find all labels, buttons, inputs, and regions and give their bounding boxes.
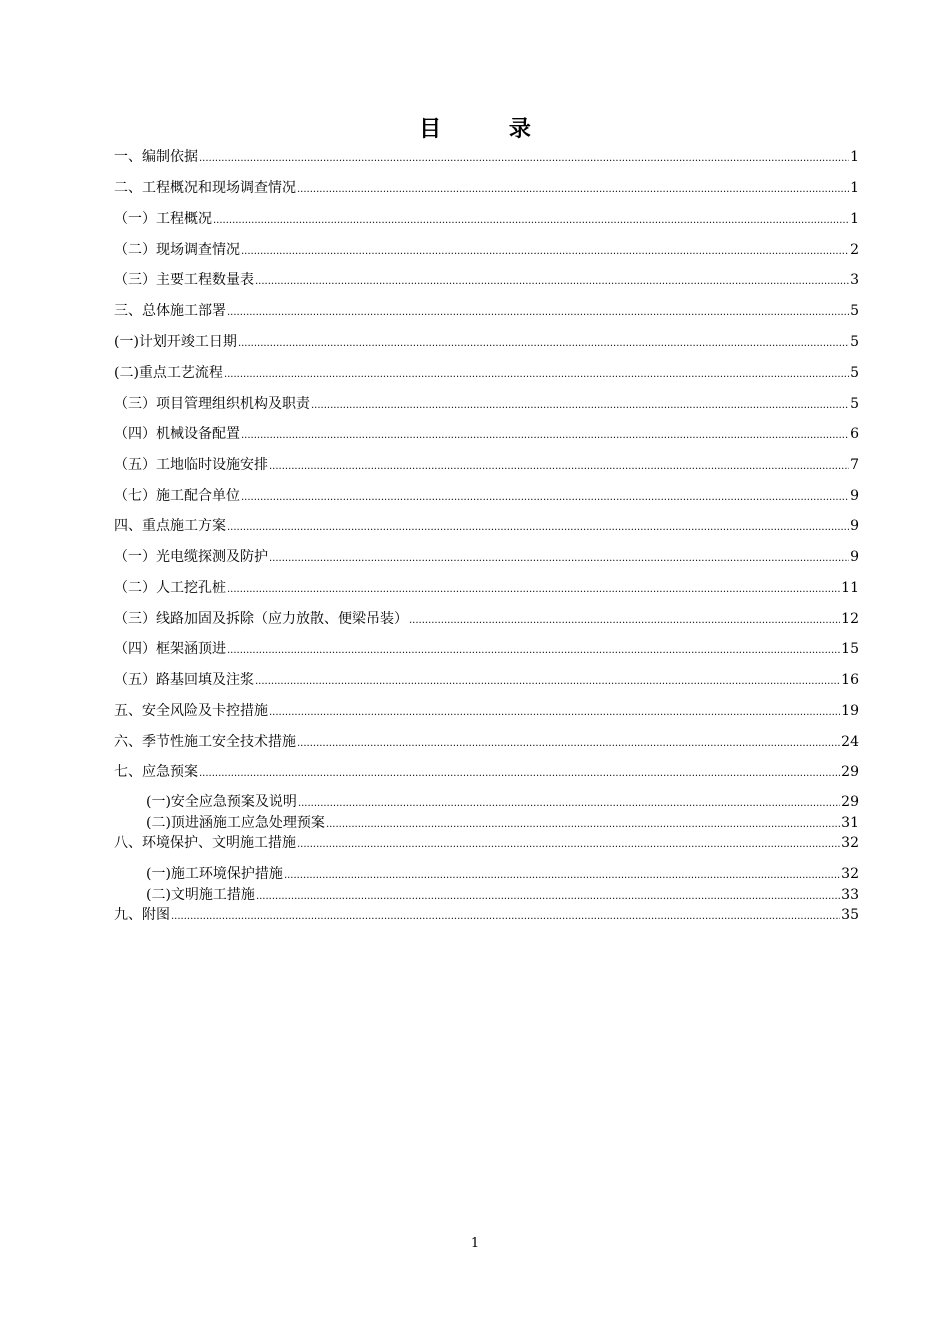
toc-entry[interactable] [114, 210, 859, 230]
toc-entry-label: 五、安全风险及卡控措施 [114, 703, 268, 719]
toc-entry-label: （二）现场调查情况 [114, 242, 240, 258]
toc-dot-leader [199, 150, 849, 168]
toc-dot-leader [171, 908, 840, 926]
toc-dot-leader [298, 795, 840, 813]
toc-dot-leader [213, 212, 849, 230]
page-number: 1 [470, 1236, 480, 1251]
toc-entry[interactable] [114, 906, 859, 926]
toc-entry-label: 二、工程概况和现场调查情况 [114, 180, 296, 196]
toc-entry-page: 11 [841, 580, 859, 596]
toc-entry-label: （二）人工挖孔桩 [114, 580, 226, 596]
toc-entry[interactable] [114, 302, 859, 322]
toc-entry-label: 七、应急预案 [114, 764, 198, 780]
toc-entry-label: 三、总体施工部署 [114, 303, 226, 319]
toc-entry[interactable] [114, 671, 859, 691]
toc-entry[interactable] [114, 425, 859, 445]
toc-entry[interactable] [114, 733, 859, 753]
toc-entry-page: 12 [841, 611, 859, 627]
toc-dot-leader [255, 273, 849, 291]
toc-entry[interactable] [114, 271, 859, 291]
toc-entry-label: (一)施工环境保护措施 [146, 866, 283, 882]
toc-entry-page: 5 [850, 334, 859, 350]
toc-entry-page: 35 [841, 907, 859, 923]
toc-entry-page: 1 [850, 149, 859, 165]
toc-entry[interactable] [114, 333, 859, 353]
toc-dot-leader [238, 335, 849, 353]
toc-entry[interactable] [114, 241, 859, 261]
toc-entry-label: 八、环境保护、文明施工措施 [114, 835, 296, 851]
toc-entry[interactable] [114, 517, 859, 537]
toc-dot-leader [241, 427, 849, 445]
toc-dot-leader [284, 867, 840, 885]
toc-dot-leader [241, 243, 849, 261]
toc-dot-leader [409, 612, 840, 630]
toc-entry[interactable] [114, 487, 859, 507]
toc-dot-leader [224, 366, 849, 384]
toc-dot-leader [269, 704, 840, 722]
toc-entry[interactable] [146, 814, 859, 834]
toc-entry-page: 24 [841, 734, 859, 750]
toc-entry[interactable] [114, 610, 859, 630]
toc-entry-label: 九、附图 [114, 907, 170, 923]
toc-entry-label: （三）线路加固及拆除（应力放散、便梁吊装） [114, 611, 408, 627]
toc-entry-page: 2 [850, 242, 859, 258]
toc-dot-leader [297, 836, 840, 854]
toc-entry[interactable] [114, 640, 859, 660]
toc-entry-page: 1 [850, 180, 859, 196]
toc-entry-page: 5 [850, 303, 859, 319]
toc-dot-leader [269, 458, 849, 476]
toc-entry[interactable] [114, 456, 859, 476]
toc-entry-page: 31 [841, 815, 859, 831]
toc-entry-page: 16 [841, 672, 859, 688]
page-title: 目 录 [419, 116, 561, 142]
toc-entry[interactable] [114, 179, 859, 199]
toc-dot-leader [326, 816, 840, 834]
toc-entry[interactable] [146, 886, 859, 906]
toc-dot-leader [256, 888, 840, 906]
toc-dot-leader [311, 397, 849, 415]
toc-entry-label: （七）施工配合单位 [114, 488, 240, 504]
toc-entry-label: （三）项目管理组织机构及职责 [114, 396, 310, 412]
toc-entry-label: （一）工程概况 [114, 211, 212, 227]
toc-entry-label: (一)安全应急预案及说明 [146, 794, 297, 810]
toc-entry-label: 六、季节性施工安全技术措施 [114, 734, 296, 750]
toc-entry-page: 9 [850, 518, 859, 534]
toc-entry-page: 29 [841, 764, 859, 780]
toc-entry-page: 9 [850, 549, 859, 565]
toc-dot-leader [255, 673, 840, 691]
toc-entry-label: 一、编制依据 [114, 149, 198, 165]
toc-entry-label: （四）机械设备配置 [114, 426, 240, 442]
toc-entry[interactable] [114, 763, 859, 783]
toc-dot-leader [297, 735, 840, 753]
toc-dot-leader [199, 765, 840, 783]
toc-entry[interactable] [114, 548, 859, 568]
toc-entry-page: 3 [850, 272, 859, 288]
toc-entry[interactable] [114, 834, 859, 854]
toc-dot-leader [269, 550, 849, 568]
toc-entry[interactable] [146, 865, 859, 885]
toc-dot-leader [227, 642, 840, 660]
toc-entry-label: (二)顶进涵施工应急处理预案 [146, 815, 325, 831]
toc-entry-page: 9 [850, 488, 859, 504]
toc-entry[interactable] [114, 364, 859, 384]
toc-entry-page: 32 [841, 866, 859, 882]
toc-dot-leader [227, 581, 840, 599]
toc-dot-leader [297, 181, 849, 199]
toc-entry[interactable] [114, 579, 859, 599]
toc-entry-label: (二)文明施工措施 [146, 887, 255, 903]
toc-entry-label: （三）主要工程数量表 [114, 272, 254, 288]
toc-entry-page: 29 [841, 794, 859, 810]
toc-entry-page: 32 [841, 835, 859, 851]
toc-entry-label: （四）框架涵顶进 [114, 641, 226, 657]
toc-entry-label: 四、重点施工方案 [114, 518, 226, 534]
toc-dot-leader [227, 519, 849, 537]
toc-entry-page: 5 [850, 365, 859, 381]
toc-entry-page: 15 [841, 641, 859, 657]
toc-entry-label: (一)计划开竣工日期 [114, 334, 237, 350]
toc-entry-page: 33 [841, 887, 859, 903]
toc-dot-leader [227, 304, 849, 322]
toc-dot-leader [241, 489, 849, 507]
toc-entry-page: 5 [850, 396, 859, 412]
toc-entry-label: （五）工地临时设施安排 [114, 457, 268, 473]
toc-entry[interactable] [114, 702, 859, 722]
toc-entry-page: 7 [850, 457, 859, 473]
toc-entry[interactable] [146, 793, 859, 813]
toc-entry-label: (二)重点工艺流程 [114, 365, 223, 381]
toc-entry[interactable] [114, 395, 859, 415]
toc-entry-page: 6 [850, 426, 859, 442]
toc-entry-label: （一）光电缆探测及防护 [114, 549, 268, 565]
toc-entry-page: 1 [850, 211, 859, 227]
toc-entry-page: 19 [841, 703, 859, 719]
toc-entry-label: （五）路基回填及注浆 [114, 672, 254, 688]
toc-entry[interactable] [114, 148, 859, 168]
